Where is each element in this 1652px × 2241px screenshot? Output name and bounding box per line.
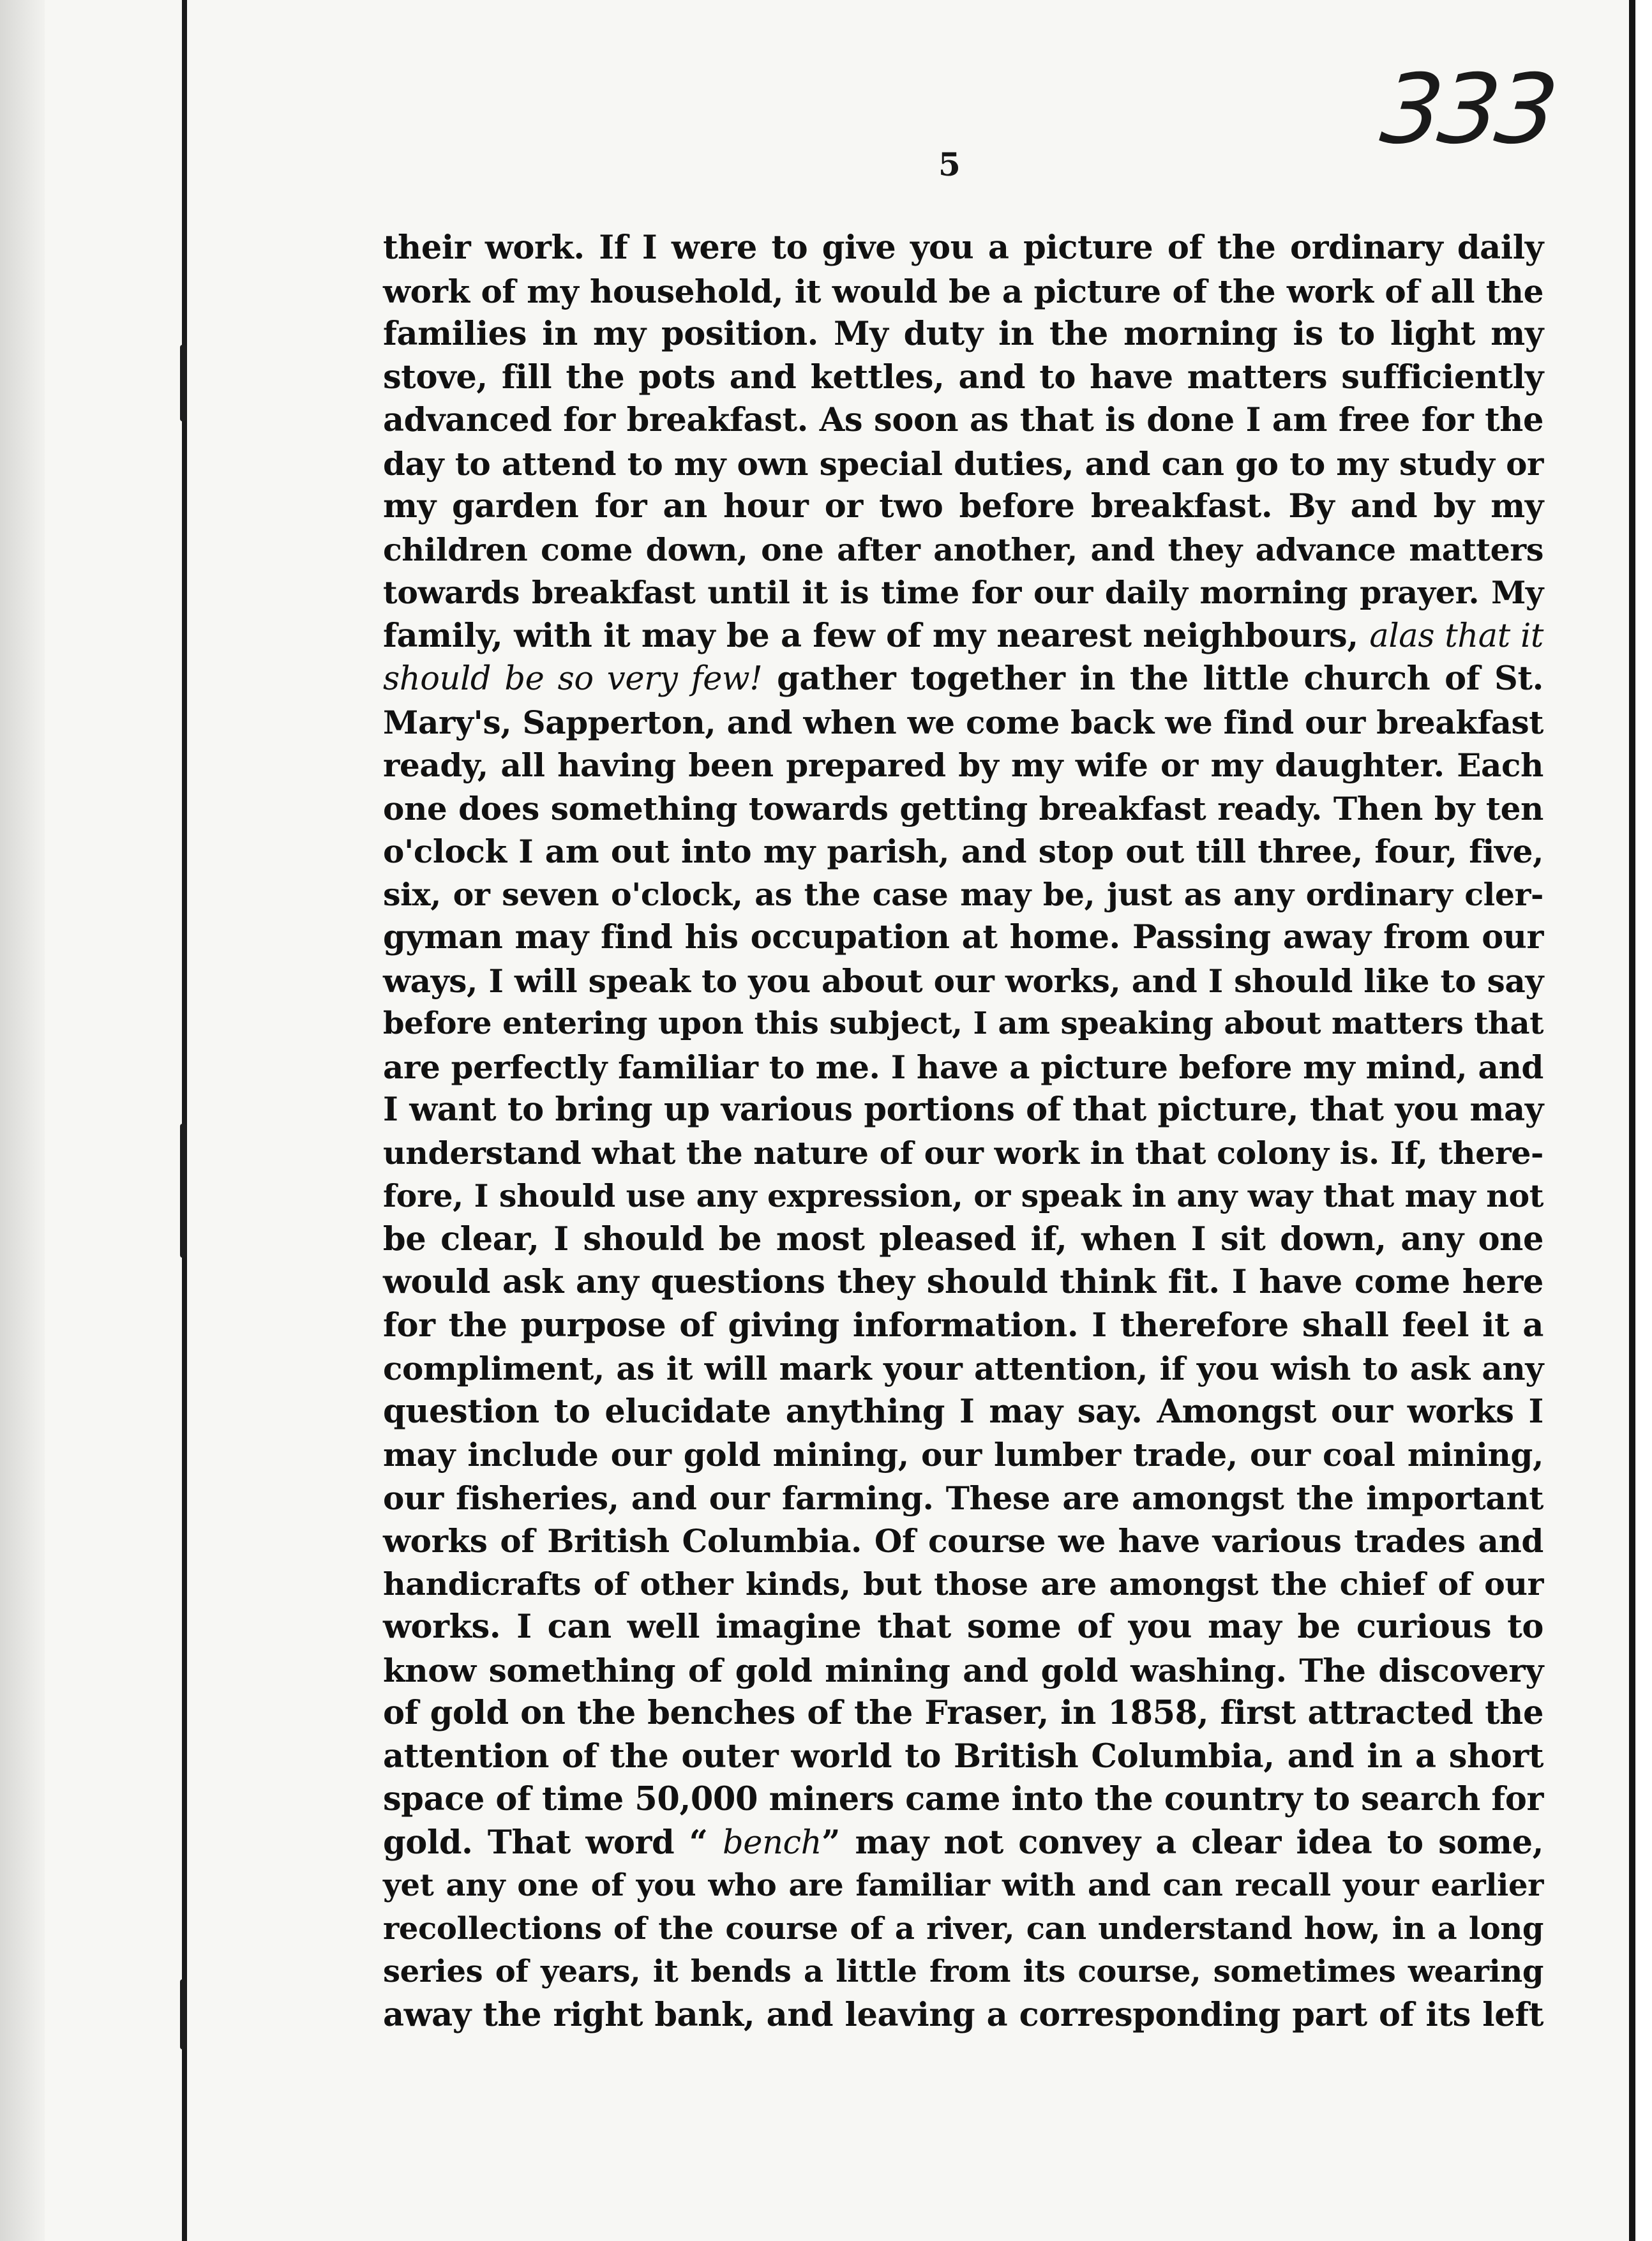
text-line: ready, all having been prepared by my wife or my daughter. Each: [383, 746, 1543, 784]
text-line: six, or seven o'clock, as the case may be, just as any ordinary cler-: [383, 875, 1543, 913]
text-line: children come down, one after another, and they advance matters: [383, 531, 1543, 568]
text-line: [383, 658, 1543, 701]
text-line: day to attend to my own special duties, and can go to my study or: [383, 444, 1543, 483]
text-line: stove, fill the pots and kettles, and to have matters sufficiently: [383, 358, 1543, 396]
text-line: I want to bring up various portions of that picture, that you may: [383, 1090, 1543, 1129]
text-line: handicrafts of other kinds, but those are amongst the chief of our: [383, 1565, 1543, 1603]
italic-text-segment: alas that it: [1369, 617, 1543, 655]
text-line: [383, 1822, 1543, 1865]
handwritten-folio-number: 333: [1376, 54, 1559, 165]
binding-mark: [180, 345, 186, 421]
text-segment: family, with it may be a few of my nearest neighbours,: [383, 616, 1370, 655]
text-line: away the right bank, and leaving a corresponding part of its left: [383, 1995, 1543, 2034]
right-edge-rule-line: [1629, 0, 1635, 2241]
right-page-edge: [1635, 0, 1652, 2241]
text-line: series of years, it bends a little from its course, sometimes wearing: [383, 1954, 1543, 1989]
text-line: towards breakfast until it is time for our daily morning prayer. My: [383, 574, 1543, 611]
text-line: are perfectly familiar to me. I have a picture before my mind, and: [383, 1048, 1543, 1086]
text-line: Mary's, Sapperton, and when we come back we find our breakfast: [383, 703, 1543, 741]
text-line: works of British Columbia. Of course we have various trades and: [383, 1522, 1543, 1560]
text-segment: ” may not convey a clear idea to some,: [822, 1823, 1543, 1862]
text-line: works. I can well imagine that some of you may be curious to: [383, 1608, 1543, 1646]
text-line: my garden for an hour or two before breakfast. By and by my: [383, 487, 1543, 525]
italic-text-segment: bench: [723, 1823, 822, 1862]
text-line: our fisheries, and our farming. These are amongst the important: [383, 1479, 1543, 1517]
text-line: would ask any questions they should think fit. I have come here: [383, 1263, 1543, 1301]
text-line: question to elucidate anything I may say. Amongst our works I: [383, 1392, 1543, 1431]
text-line: understand what the nature of our work in that colony is. If, there-: [383, 1134, 1543, 1172]
left-margin-shadow: [0, 0, 45, 2241]
text-line: know something of gold mining and gold washing. The discovery: [383, 1651, 1543, 1689]
gutter-rule-line: [182, 0, 187, 2241]
text-line: before entering upon this subject, I am speaking about matters that: [383, 1006, 1543, 1041]
text-line: for the purpose of giving information. I therefore shall feel it a: [383, 1306, 1543, 1345]
body-text: [383, 227, 1543, 2037]
binding-mark: [180, 1979, 186, 2049]
text-line: one does something towards getting breakfast ready. Then by ten: [383, 789, 1543, 827]
text-line: yet any one of you who are familiar with and can recall your earlier: [383, 1867, 1543, 1903]
text-line: families in my position. My duty in the morning is to light my: [383, 315, 1543, 353]
text-line: [383, 615, 1543, 658]
italic-text-segment: should be so very few!: [383, 660, 763, 698]
text-line: attention of the outer world to British Columbia, and in a short: [383, 1737, 1543, 1776]
text-line: fore, I should use any expression, or speak in any way that may not: [383, 1177, 1543, 1214]
text-line: their work. If I were to give you a picture of the ordinary daily: [383, 229, 1543, 267]
text-line: ways, I will speak to you about our works, and I should like to say: [383, 962, 1543, 1000]
text-line: o'clock I am out into my parish, and stop out till three, four, five,: [383, 833, 1543, 870]
text-line: advanced for breakfast. As soon as that is done I am free for the: [383, 401, 1543, 439]
text-segment: gather together in the little church of St.: [762, 660, 1544, 698]
text-line: of gold on the benches of the Fraser, in 1858, first attracted the: [383, 1694, 1543, 1732]
text-line: recollections of the course of a river, can understand how, in a long: [383, 1910, 1543, 1947]
binding-mark: [180, 1124, 186, 1258]
text-segment: gold. That word “: [383, 1823, 723, 1862]
text-line: space of time 50,000 miners came into the country to search for: [383, 1780, 1543, 1818]
text-line: may include our gold mining, our lumber trade, our coal mining,: [383, 1436, 1543, 1474]
page-number: 5: [938, 146, 961, 183]
text-line: gyman may find his occupation at home. Passing away from our: [383, 918, 1543, 956]
text-line: be clear, I should be most pleased if, when I sit down, any one: [383, 1219, 1543, 1258]
text-line: work of my household, it would be a picture of the work of all the: [383, 272, 1543, 310]
text-line: compliment, as it will mark your attention, if you wish to ask any: [383, 1350, 1543, 1387]
